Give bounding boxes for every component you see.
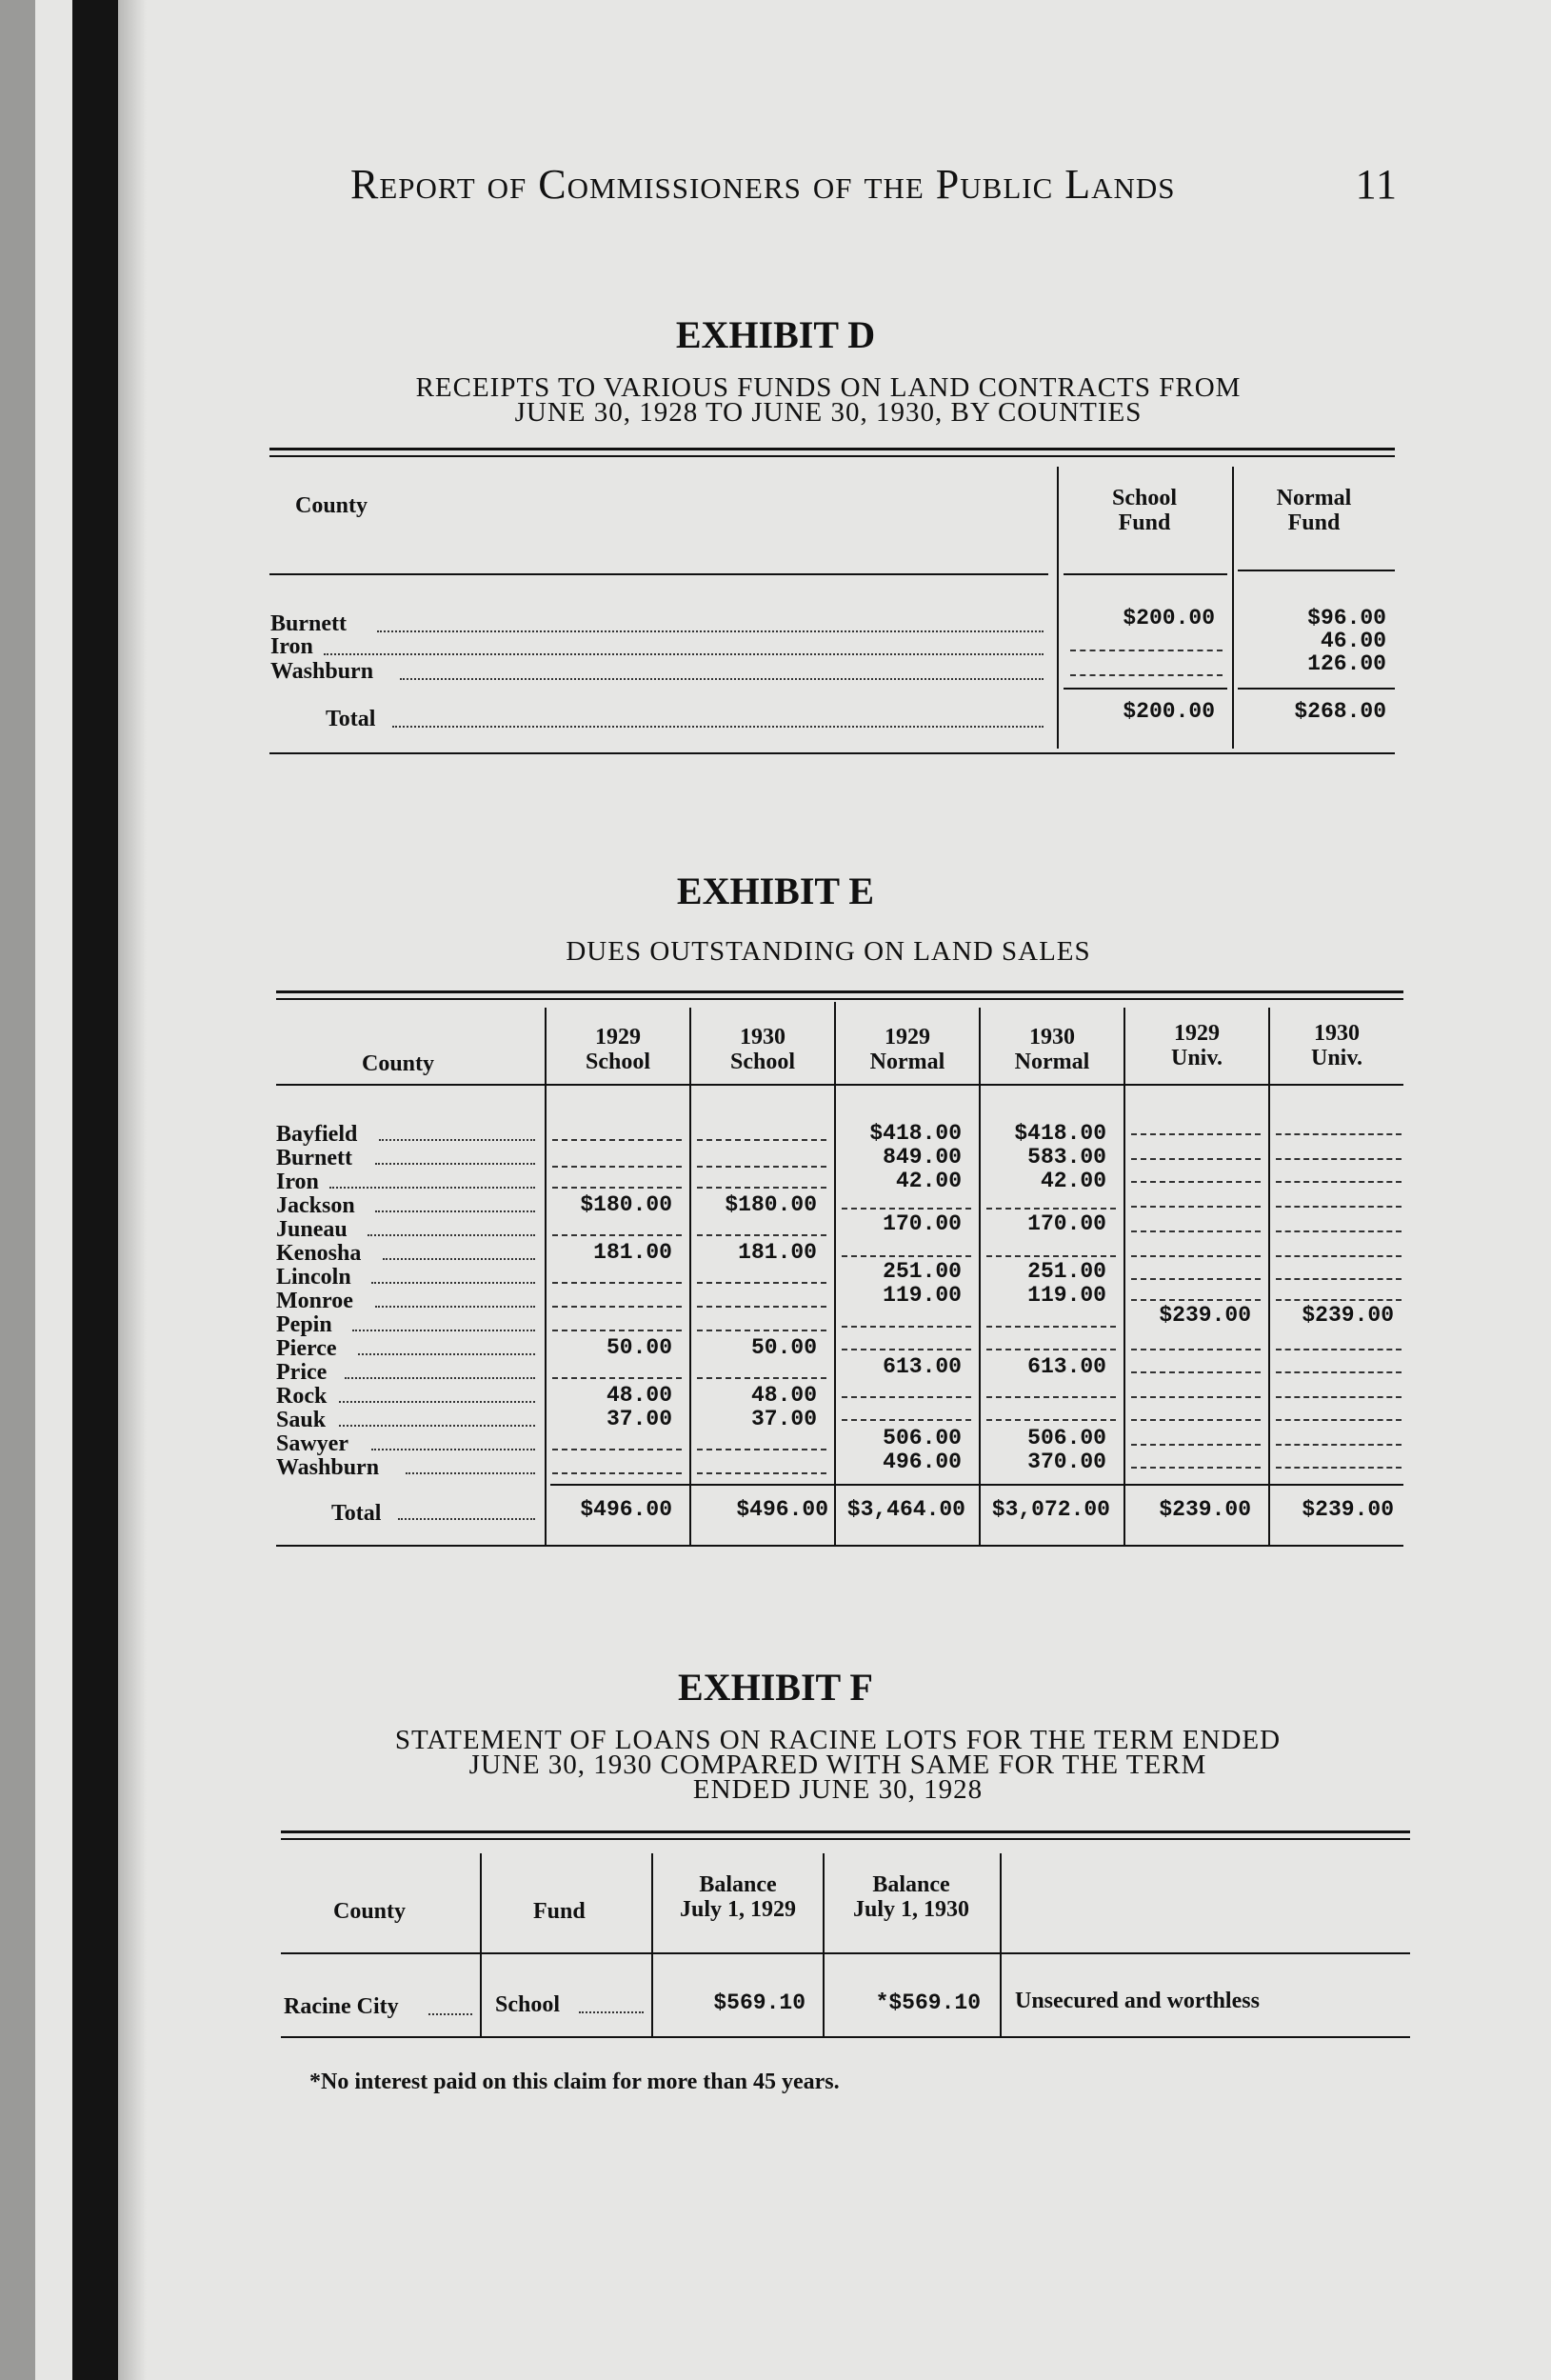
empty-cell-dash xyxy=(697,1306,826,1308)
row-county: Burnett xyxy=(276,1146,352,1170)
total-1930-univ: $239.00 xyxy=(1302,1497,1394,1522)
empty-cell-dash xyxy=(697,1139,826,1141)
header-county: County xyxy=(362,1051,435,1076)
table-bottom-rule xyxy=(281,2036,1410,2038)
exhibit-f-subtitle-2: JUNE 30, 1930 COMPARED WITH SAME FOR THE TERM xyxy=(468,1750,1207,1780)
empty-cell-dash xyxy=(1276,1349,1402,1350)
header-fund: Fund xyxy=(533,1899,586,1924)
leader xyxy=(345,1377,535,1379)
leader xyxy=(375,1210,535,1212)
total-school: $200.00 xyxy=(1123,699,1215,724)
empty-cell-dash xyxy=(552,1187,682,1189)
exhibit-f-title: EXHIBIT F xyxy=(678,1666,873,1709)
cell-1929-normal: 170.00 xyxy=(883,1211,962,1236)
cell-1930-normal: $418.00 xyxy=(1014,1121,1106,1146)
total-rule xyxy=(550,1484,1403,1486)
exhibit-d-title: EXHIBIT D xyxy=(675,313,876,356)
row-county: Washburn xyxy=(276,1455,380,1480)
empty-cell-dash xyxy=(1131,1230,1261,1232)
total-1929-school: $496.00 xyxy=(580,1497,672,1522)
empty-cell-dash xyxy=(986,1349,1116,1350)
header-1930-normal: 1930 Normal xyxy=(1014,1025,1090,1074)
col-divider xyxy=(1268,1008,1270,1546)
col-divider xyxy=(480,1853,482,2036)
cell-1930-normal: 583.00 xyxy=(1027,1145,1106,1170)
leader xyxy=(324,653,1044,655)
empty-cell-dash xyxy=(1131,1299,1261,1301)
empty-cell-dash xyxy=(1276,1444,1402,1446)
header-county: County xyxy=(295,493,368,518)
total-1930-school: $496.00 xyxy=(736,1497,828,1522)
col-divider xyxy=(1000,1853,1002,2036)
col-divider xyxy=(1232,467,1234,749)
empty-cell-dash xyxy=(697,1377,826,1379)
cell-1929-normal: 251.00 xyxy=(883,1259,962,1284)
empty-cell-dash xyxy=(1276,1278,1402,1280)
total-normal: $268.00 xyxy=(1294,699,1386,724)
header-1929-school: 1929 School xyxy=(585,1025,650,1074)
table-bottom-rule xyxy=(269,752,1395,754)
header-rule xyxy=(1238,570,1395,571)
row-county: Iron xyxy=(270,634,313,659)
row-county: Iron xyxy=(276,1170,319,1194)
empty-cell-dash xyxy=(842,1208,971,1210)
empty-cell-dash xyxy=(552,1377,682,1379)
cell-1929-school: 181.00 xyxy=(593,1240,672,1265)
empty-cell-dash xyxy=(1131,1158,1261,1160)
leader xyxy=(377,630,1044,632)
leader xyxy=(579,2011,644,2013)
empty-cell-dash xyxy=(1070,674,1223,676)
leader xyxy=(375,1163,535,1165)
empty-cell-dash xyxy=(1276,1133,1402,1135)
empty-cell-dash xyxy=(697,1449,826,1450)
empty-cell-dash xyxy=(842,1326,971,1328)
header-1930-univ: 1930 Univ. xyxy=(1310,1021,1363,1070)
empty-cell-dash xyxy=(552,1472,682,1474)
row-county: Jackson xyxy=(276,1193,355,1218)
leader xyxy=(371,1282,535,1284)
leader xyxy=(406,1472,535,1474)
header-rule xyxy=(1064,573,1227,575)
header-balance-1930: Balance July 1, 1930 xyxy=(852,1872,969,1922)
empty-cell-dash xyxy=(552,1234,682,1236)
empty-cell-dash xyxy=(1070,650,1223,651)
row-county: Washburn xyxy=(270,659,374,684)
leader xyxy=(428,2013,472,2015)
empty-cell-dash xyxy=(842,1419,971,1421)
empty-cell-dash xyxy=(697,1234,826,1236)
exhibit-f-subtitle-1: STATEMENT OF LOANS ON RACINE LOTS FOR THE TERM ENDED xyxy=(394,1725,1282,1755)
cell-1930-normal: 506.00 xyxy=(1027,1426,1106,1450)
running-head-title: Report of Commissioners of the Public Lands xyxy=(350,161,1176,208)
leader xyxy=(383,1258,535,1260)
header-school-fund: School Fund xyxy=(1111,486,1177,535)
col-divider xyxy=(1057,467,1059,749)
cell-balance-1929: $569.10 xyxy=(713,1990,805,2015)
cell-normal: 46.00 xyxy=(1320,629,1386,653)
empty-cell-dash xyxy=(986,1255,1116,1257)
empty-cell-dash xyxy=(552,1139,682,1141)
empty-cell-dash xyxy=(842,1255,971,1257)
cell-1930-school: 37.00 xyxy=(750,1407,817,1431)
leader xyxy=(339,1425,535,1427)
running-head xyxy=(350,160,1398,217)
cell-1930-univ: $239.00 xyxy=(1302,1303,1394,1328)
empty-cell-dash xyxy=(842,1349,971,1350)
empty-cell-dash xyxy=(986,1419,1116,1421)
empty-cell-dash xyxy=(1131,1133,1261,1135)
header-normal-fund: Normal Fund xyxy=(1276,486,1352,535)
footnote: *No interest paid on this claim for more than 45 years. xyxy=(309,2070,840,2094)
col-divider xyxy=(1123,1008,1125,1546)
empty-cell-dash xyxy=(1276,1158,1402,1160)
cell-1929-normal: 119.00 xyxy=(883,1283,962,1308)
empty-cell-dash xyxy=(986,1326,1116,1328)
cell-1929-school: $180.00 xyxy=(580,1192,672,1217)
leader xyxy=(368,1234,535,1236)
empty-cell-dash xyxy=(1276,1181,1402,1183)
cell-1929-normal: 613.00 xyxy=(883,1354,962,1379)
row-county: Monroe xyxy=(276,1289,353,1313)
empty-cell-dash xyxy=(842,1396,971,1398)
empty-cell-dash xyxy=(1131,1181,1261,1183)
table-top-rule xyxy=(269,448,1395,457)
cell-1930-normal: 370.00 xyxy=(1027,1450,1106,1474)
cell-1929-normal: 42.00 xyxy=(895,1169,962,1193)
empty-cell-dash xyxy=(552,1306,682,1308)
cell-1929-normal: 506.00 xyxy=(883,1426,962,1450)
cell-school: $200.00 xyxy=(1123,606,1215,630)
empty-cell-dash xyxy=(1131,1206,1261,1208)
leader xyxy=(379,1139,535,1141)
empty-cell-dash xyxy=(697,1187,826,1189)
cell-1930-school: 48.00 xyxy=(750,1383,817,1408)
cell-normal: $96.00 xyxy=(1307,606,1386,630)
total-label: Total xyxy=(331,1501,382,1526)
total-rule xyxy=(1064,688,1227,690)
page-number: 11 xyxy=(1355,161,1398,208)
empty-cell-dash xyxy=(1131,1467,1261,1469)
empty-cell-dash xyxy=(1131,1444,1261,1446)
leader xyxy=(398,1518,535,1520)
cell-1930-normal: 613.00 xyxy=(1027,1354,1106,1379)
row-county: Sawyer xyxy=(276,1431,348,1456)
cell-normal: 126.00 xyxy=(1307,651,1386,676)
row-county: Racine City xyxy=(284,1994,399,2019)
empty-cell-dash xyxy=(1131,1349,1261,1350)
cell-1930-school: $180.00 xyxy=(725,1192,817,1217)
leader xyxy=(358,1353,535,1355)
cell-1930-normal: 170.00 xyxy=(1027,1211,1106,1236)
exhibit-e-subtitle: DUES OUTSTANDING ON LAND SALES xyxy=(566,936,1091,967)
exhibit-d-subtitle-2: JUNE 30, 1928 TO JUNE 30, 1930, BY COUNTIES xyxy=(514,397,1143,428)
cell-1929-normal: 849.00 xyxy=(883,1145,962,1170)
cell-1930-school: 50.00 xyxy=(750,1335,817,1360)
header-county: County xyxy=(333,1899,407,1924)
empty-cell-dash xyxy=(697,1166,826,1168)
empty-cell-dash xyxy=(552,1282,682,1284)
table-bottom-rule xyxy=(276,1545,1403,1547)
empty-cell-dash xyxy=(986,1208,1116,1210)
header-rule xyxy=(269,573,1048,575)
row-county: Sauk xyxy=(276,1408,327,1432)
empty-cell-dash xyxy=(552,1166,682,1168)
empty-cell-dash xyxy=(1276,1419,1402,1421)
leader xyxy=(392,726,1044,728)
row-county: Pierce xyxy=(276,1336,337,1361)
empty-cell-dash xyxy=(697,1330,826,1331)
row-county: Bayfield xyxy=(276,1122,358,1147)
row-county: Burnett xyxy=(270,611,347,636)
empty-cell-dash xyxy=(697,1282,826,1284)
total-1930-normal: $3,072.00 xyxy=(991,1497,1110,1522)
empty-cell-dash xyxy=(552,1330,682,1331)
empty-cell-dash xyxy=(1276,1206,1402,1208)
row-county: Price xyxy=(276,1360,328,1385)
exhibit-f-subtitle-3: ENDED JUNE 30, 1928 xyxy=(692,1774,984,1805)
total-rule xyxy=(1238,688,1395,690)
cell-1930-normal: 42.00 xyxy=(1040,1169,1106,1193)
total-1929-normal: $3,464.00 xyxy=(846,1497,965,1522)
empty-cell-dash xyxy=(697,1472,826,1474)
empty-cell-dash xyxy=(1276,1255,1402,1257)
header-rule xyxy=(281,1952,1410,1954)
row-county: Kenosha xyxy=(276,1241,362,1266)
cell-1929-univ: $239.00 xyxy=(1159,1303,1251,1328)
cell-balance-1930: *$569.10 xyxy=(875,1990,981,2015)
row-fund: School xyxy=(495,1992,561,2017)
row-county: Lincoln xyxy=(276,1265,351,1290)
cell-1929-normal: $418.00 xyxy=(869,1121,962,1146)
empty-cell-dash xyxy=(1276,1299,1402,1301)
row-county: Rock xyxy=(276,1384,328,1409)
empty-cell-dash xyxy=(986,1396,1116,1398)
col-divider xyxy=(545,1008,547,1546)
col-divider xyxy=(689,1008,691,1546)
empty-cell-dash xyxy=(1131,1278,1261,1280)
table-top-rule xyxy=(281,1830,1410,1840)
empty-cell-dash xyxy=(1131,1419,1261,1421)
leader xyxy=(339,1401,535,1403)
exhibit-d-subtitle-1: RECEIPTS TO VARIOUS FUNDS ON LAND CONTRACTS FROM xyxy=(415,372,1242,403)
empty-cell-dash xyxy=(1276,1396,1402,1398)
empty-cell-dash xyxy=(1276,1230,1402,1232)
header-1929-normal: 1929 Normal xyxy=(869,1025,945,1074)
cell-1929-school: 37.00 xyxy=(606,1407,672,1431)
table-top-rule xyxy=(276,990,1403,1000)
cell-1929-normal: 496.00 xyxy=(883,1450,962,1474)
total-1929-univ: $239.00 xyxy=(1159,1497,1251,1522)
empty-cell-dash xyxy=(1131,1396,1261,1398)
cell-1929-school: 48.00 xyxy=(606,1383,672,1408)
cell-1929-school: 50.00 xyxy=(606,1335,672,1360)
row-county: Pepin xyxy=(276,1312,332,1337)
header-1930-school: 1930 School xyxy=(729,1025,795,1074)
header-rule xyxy=(276,1084,1403,1086)
leader xyxy=(400,678,1044,680)
empty-cell-dash xyxy=(1131,1255,1261,1257)
empty-cell-dash xyxy=(1276,1467,1402,1469)
cell-remark: Unsecured and worthless xyxy=(1015,1989,1260,2013)
cell-1930-normal: 251.00 xyxy=(1027,1259,1106,1284)
leader xyxy=(375,1306,535,1308)
header-balance-1929: Balance July 1, 1929 xyxy=(679,1872,796,1922)
empty-cell-dash xyxy=(552,1449,682,1450)
leader xyxy=(352,1330,535,1331)
leader xyxy=(329,1187,535,1189)
empty-cell-dash xyxy=(1276,1371,1402,1373)
cell-1930-normal: 119.00 xyxy=(1027,1283,1106,1308)
total-label: Total xyxy=(326,707,376,731)
exhibit-e-title: EXHIBIT E xyxy=(676,870,875,912)
leader xyxy=(371,1449,535,1450)
row-county: Juneau xyxy=(276,1217,348,1242)
header-1929-univ: 1929 Univ. xyxy=(1170,1021,1223,1070)
empty-cell-dash xyxy=(1131,1371,1261,1373)
cell-1930-school: 181.00 xyxy=(738,1240,817,1265)
